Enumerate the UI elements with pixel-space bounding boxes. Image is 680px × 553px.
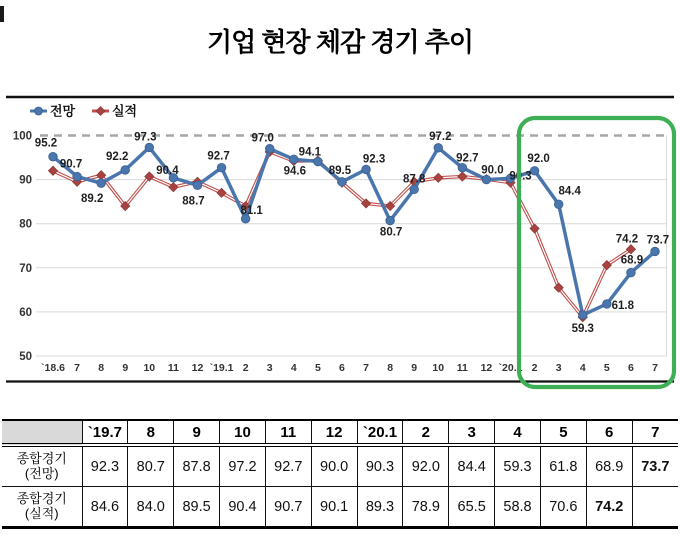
data-label: 87.8	[403, 173, 426, 186]
forecast-point	[434, 144, 443, 153]
data-label: 90.3	[509, 170, 532, 183]
table-row-label: 종합경기 (전망)	[2, 445, 82, 487]
table-cell: 61.8	[540, 445, 586, 487]
legend-actual-label: 실적	[112, 103, 138, 119]
x-tick-label: 7	[363, 362, 369, 374]
table-col-header: 10	[220, 420, 266, 445]
data-label: 92.0	[527, 152, 550, 165]
data-label: 92.7	[207, 150, 230, 163]
table-row	[2, 445, 678, 487]
data-label: 92.7	[456, 152, 479, 165]
table-col-header: 3	[449, 420, 495, 445]
table-col-header: 11	[265, 420, 311, 445]
x-tick-label: 12	[191, 362, 204, 374]
data-label: 74.2	[615, 233, 639, 246]
forecast-point	[362, 165, 371, 174]
x-tick-label: 2	[242, 362, 249, 374]
table-cell: 89.5	[174, 487, 220, 528]
data-label: 89.2	[80, 193, 104, 206]
table-cell: 90.0	[311, 445, 357, 487]
data-label: 89.5	[328, 164, 352, 177]
data-label: 94.1	[298, 146, 322, 159]
data-label: 81.1	[240, 204, 263, 217]
x-tick-label: 10	[143, 362, 156, 374]
table-col-header: 9	[174, 420, 220, 445]
data-label: 97.3	[134, 131, 157, 144]
y-tick-label: 60	[19, 306, 32, 319]
data-label: 90.0	[481, 164, 504, 177]
forecast-point	[338, 178, 347, 187]
table-col-header: `19.7	[82, 420, 128, 445]
forecast-point	[73, 172, 82, 181]
table-cell: 92.0	[403, 445, 449, 487]
table-col-header: `20.1	[357, 420, 403, 445]
x-tick-label: 8	[387, 362, 394, 374]
table-col-header: 2	[403, 420, 449, 445]
table-row-label: 종합경기 (실적)	[2, 487, 82, 528]
forecast-point	[651, 247, 660, 256]
table-col-header: 6	[586, 420, 632, 445]
x-tick-label: 3	[266, 362, 273, 374]
x-tick-label: 9	[411, 362, 418, 374]
x-tick-label: 5	[314, 362, 321, 374]
bsi-trend-chart-svg	[0, 94, 680, 400]
table-cell: 90.3	[357, 445, 403, 487]
forecast-point	[145, 143, 154, 152]
x-tick-label: 3	[555, 362, 562, 374]
x-tick-label: 9	[122, 362, 129, 374]
table-cell: 90.4	[220, 487, 266, 528]
data-label: 92.3	[362, 153, 386, 166]
y-tick-label: 80	[19, 218, 32, 231]
table-cell: 90.1	[311, 487, 357, 528]
data-label: 73.7	[646, 234, 670, 247]
table-cell	[632, 487, 678, 528]
y-tick-label: 100	[12, 130, 32, 143]
table-cell: 68.9	[586, 445, 632, 487]
table-corner-cell	[2, 420, 82, 445]
x-tick-label: 11	[167, 362, 179, 374]
x-tick-label: 6	[627, 362, 634, 374]
table-col-header: 5	[540, 420, 586, 445]
x-tick-label: 10	[432, 362, 445, 374]
forecast-point	[97, 179, 106, 188]
table-col-header: 8	[128, 420, 174, 445]
table-cell: 73.7	[632, 445, 678, 487]
table-cell: 92.7	[265, 445, 311, 487]
data-label: 97.2	[429, 130, 452, 143]
forecast-point	[554, 200, 563, 209]
table-col-header: 12	[311, 420, 357, 445]
data-label: 90.7	[59, 158, 83, 171]
forecast-line	[53, 147, 655, 315]
x-tick-label: 4	[290, 362, 297, 374]
forecast-point	[627, 268, 636, 277]
table-cell: 78.9	[403, 487, 449, 528]
forecast-point	[603, 300, 612, 309]
bsi-table	[2, 419, 678, 529]
legend-forecast-label: 전망	[50, 103, 76, 119]
table-cell: 80.7	[128, 445, 174, 487]
forecast-point	[410, 185, 419, 194]
forecast-point	[386, 216, 395, 225]
actual-point	[434, 173, 443, 182]
forecast-point	[217, 163, 226, 172]
forecast-point	[265, 144, 274, 153]
table-header-row	[2, 420, 678, 445]
x-tick-label: 11	[456, 362, 468, 374]
legend-actual-marker	[96, 107, 105, 116]
x-tick-label: 7	[74, 362, 81, 374]
data-label: 90.4	[156, 164, 179, 177]
scan-artifact	[0, 6, 4, 22]
data-label: 59.3	[571, 322, 594, 335]
legend-forecast-marker	[35, 107, 43, 115]
x-tick-label: 12	[480, 362, 493, 374]
data-label: 95.2	[34, 137, 58, 150]
x-tick-label: `18.6	[41, 362, 65, 374]
x-tick-label: `20.1	[498, 362, 523, 374]
x-tick-label: 7	[652, 362, 658, 374]
table-cell: 87.8	[174, 445, 220, 487]
x-tick-label: 4	[579, 362, 586, 374]
table-row	[2, 487, 678, 528]
table-cell: 65.5	[449, 487, 495, 528]
data-label: 94.6	[283, 165, 306, 178]
table-cell: 59.3	[495, 445, 541, 487]
y-tick-label: 90	[19, 174, 32, 187]
y-tick-label: 50	[19, 351, 32, 363]
forecast-point	[290, 155, 299, 164]
table-col-header: 4	[495, 420, 541, 445]
table-cell: 84.6	[82, 487, 128, 528]
data-label: 80.7	[379, 226, 403, 239]
x-tick-label: 5	[603, 362, 610, 374]
x-tick-label: 2	[531, 362, 538, 374]
table-cell: 70.6	[540, 487, 586, 528]
data-label: 68.9	[620, 254, 644, 267]
table-cell: 90.7	[265, 487, 311, 528]
forecast-point	[121, 166, 130, 175]
y-tick-label: 70	[19, 262, 32, 275]
table-cell: 84.0	[128, 487, 174, 528]
x-tick-label: 8	[98, 362, 105, 374]
table-cell: 58.8	[495, 487, 541, 528]
data-label: 61.8	[611, 299, 635, 312]
x-tick-label: `19.1	[209, 362, 234, 374]
table-cell: 92.3	[82, 445, 128, 487]
data-label: 88.7	[182, 195, 205, 208]
table-cell: 89.3	[357, 487, 403, 528]
table-col-header: 7	[632, 420, 678, 445]
bsi-trend-chart	[0, 94, 680, 400]
data-label: 84.4	[558, 185, 581, 198]
table-cell: 84.4	[449, 445, 495, 487]
page-title: 기업 현장 체감 경기 추이	[206, 27, 474, 57]
x-tick-label: 6	[339, 362, 345, 374]
table-cell: 97.2	[220, 445, 266, 487]
forecast-point	[193, 181, 202, 190]
forecast-point	[49, 152, 58, 161]
data-label: 92.2	[106, 150, 129, 163]
forecast-point	[578, 311, 587, 320]
table-cell: 74.2	[586, 487, 632, 528]
data-label: 97.0	[251, 132, 274, 145]
